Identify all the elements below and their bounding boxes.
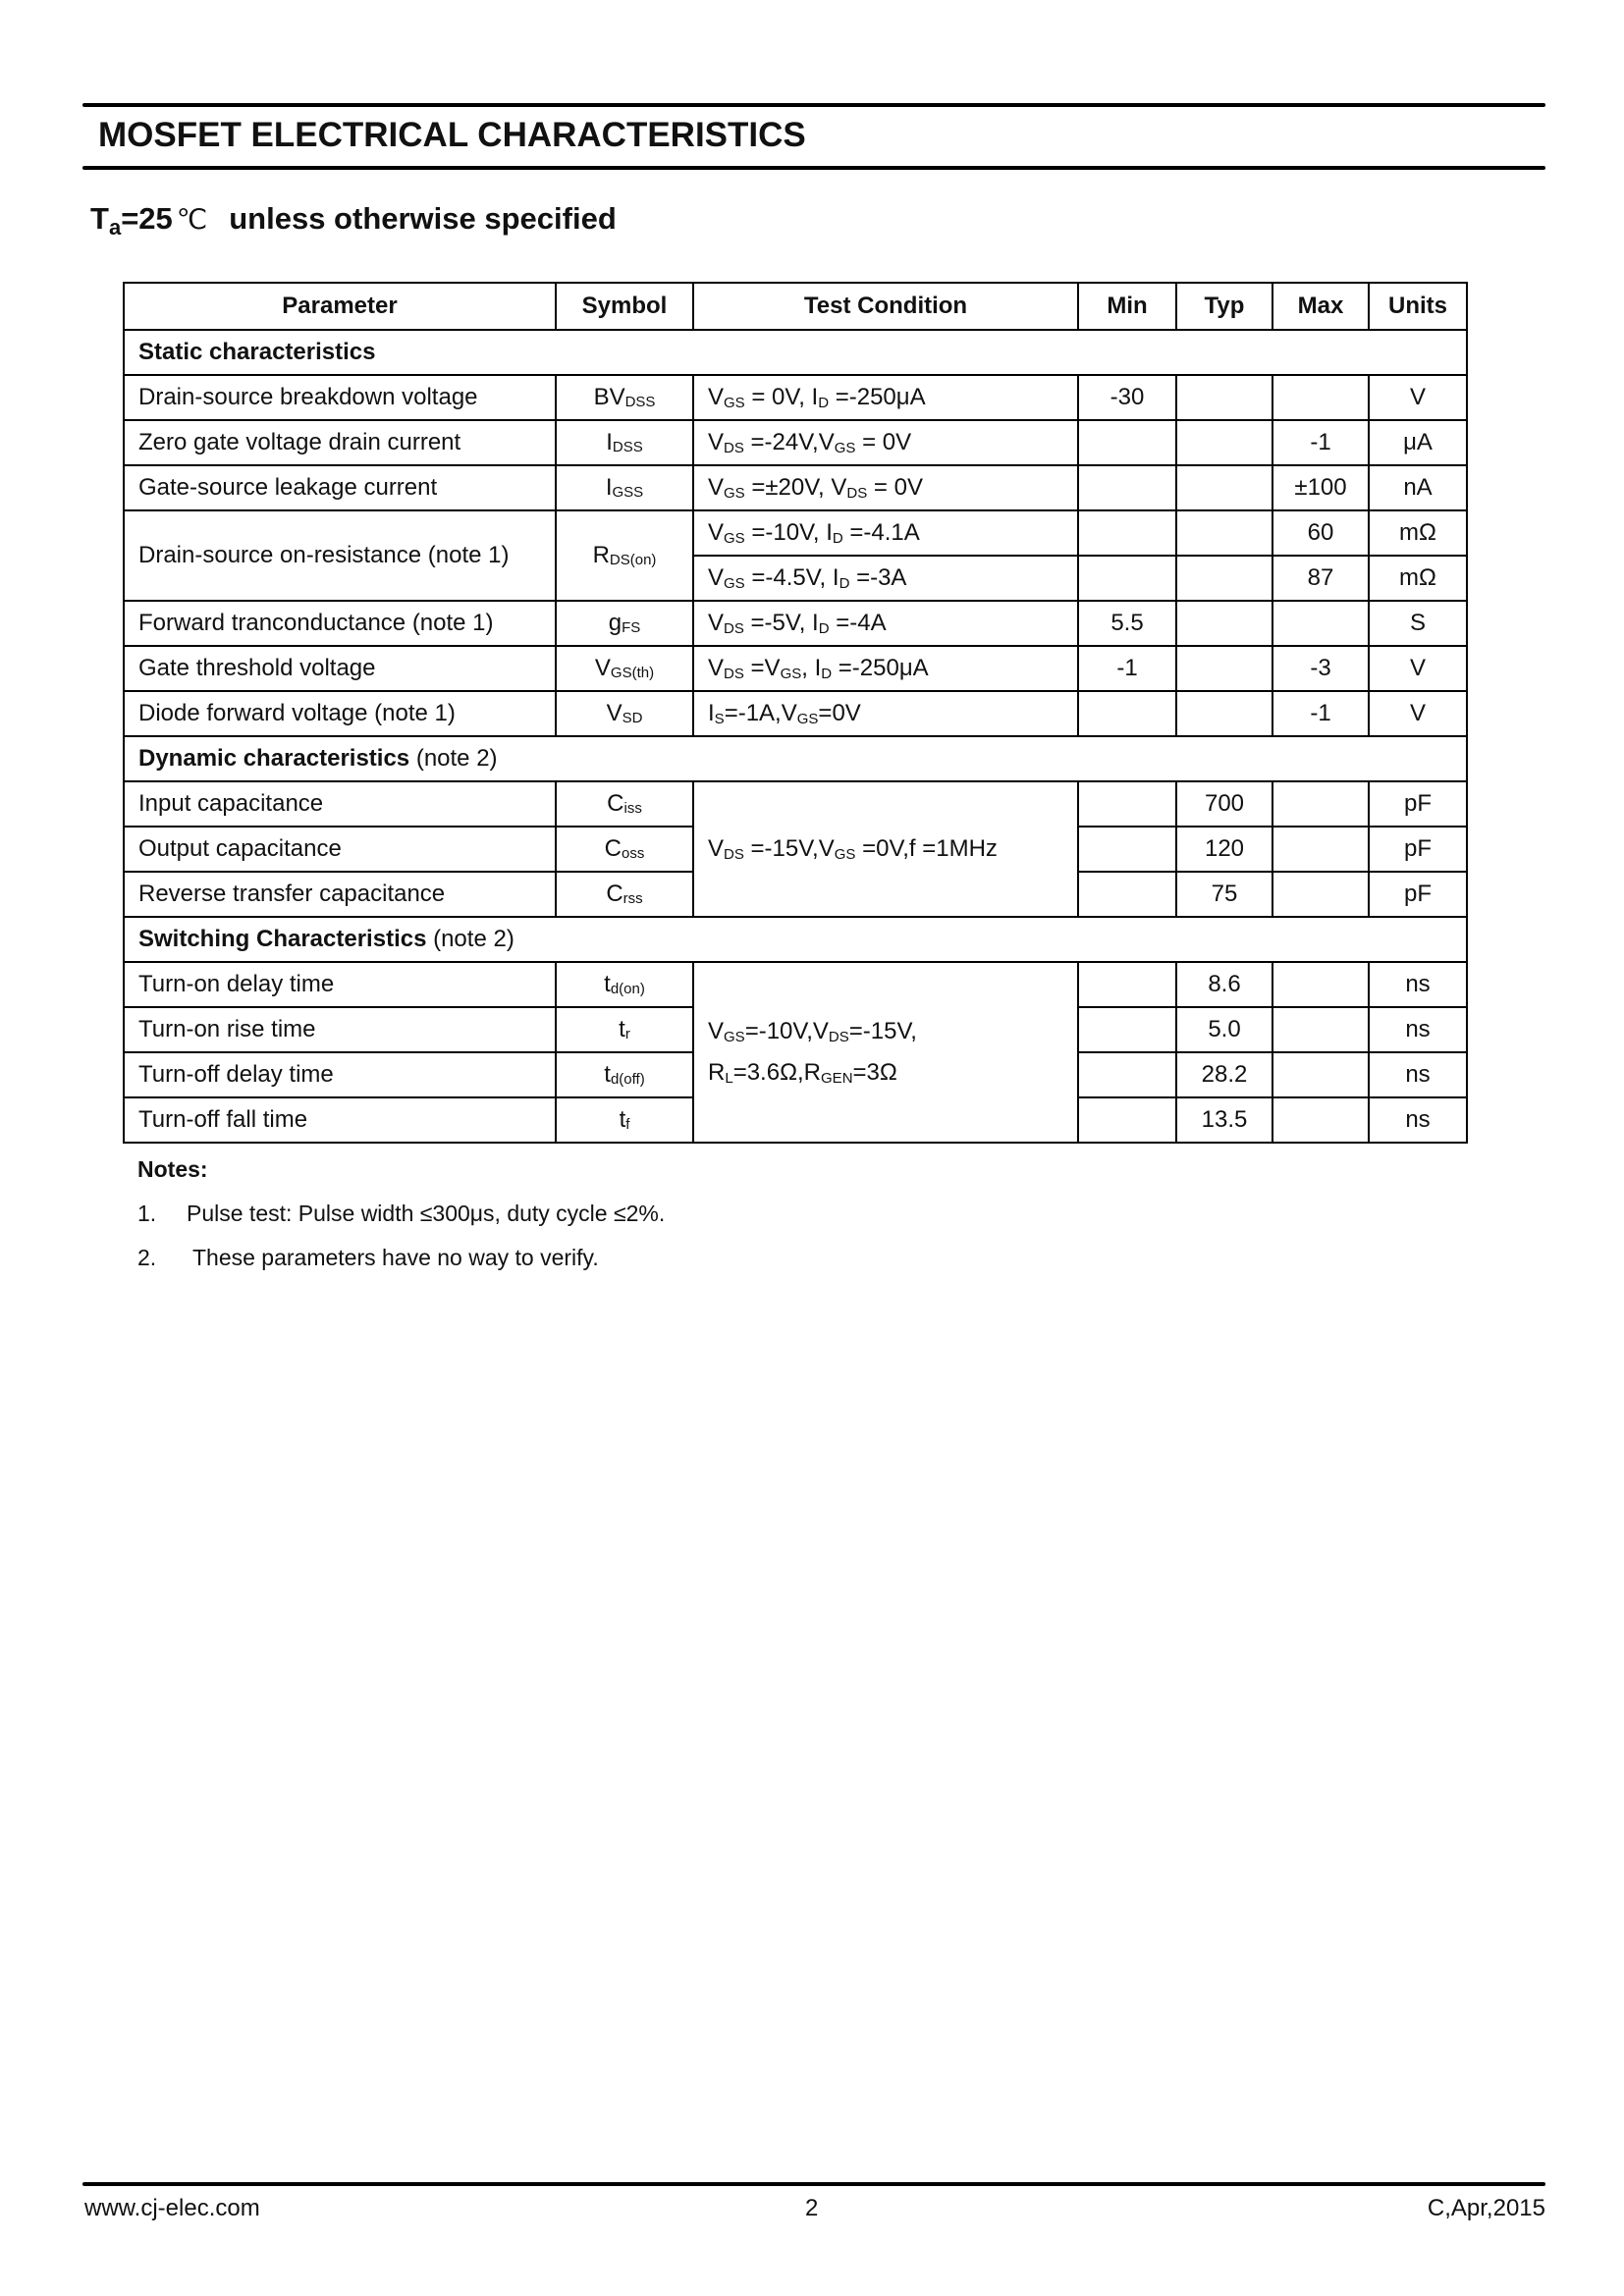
units-cell: V: [1369, 691, 1467, 736]
max-cell: 87: [1272, 556, 1369, 601]
min-cell: [1078, 827, 1176, 872]
typ-cell: 5.0: [1176, 1007, 1272, 1052]
test-condition-cell: $V_{GS} = 0V$, $I_D =-250\mu A$: [693, 375, 1078, 420]
max-cell: 60: [1272, 510, 1369, 556]
symbol-cell: tr: [556, 1007, 693, 1052]
test-condition-cell: $V_{GS} =-4.5V$, $I_D =-3A$: [693, 556, 1078, 601]
parameter-cell: Drain-source breakdown voltage: [124, 375, 556, 420]
col-header-test-condition: Test Condition: [693, 283, 1078, 330]
units-cell: mΩ: [1369, 556, 1467, 601]
temp-symbol: T: [90, 201, 109, 236]
parameter-cell: Turn-on rise time: [124, 1007, 556, 1052]
parameter-cell: Forward tranconductance (note 1): [124, 601, 556, 646]
table-row: [124, 781, 1467, 827]
celsius-unit: ℃: [176, 204, 208, 235]
typ-cell: [1176, 510, 1272, 556]
footer-website: www.cj-elec.com: [84, 2195, 260, 2221]
parameter-cell: Output capacitance: [124, 827, 556, 872]
parameter-cell: Turn-off delay time: [124, 1052, 556, 1097]
section-title-dynamic: Dynamic characteristics (note 2): [124, 736, 1467, 781]
typ-cell: [1176, 465, 1272, 510]
typ-cell: [1176, 691, 1272, 736]
test-conditions-heading: [90, 201, 617, 240]
units-cell: ns: [1369, 1007, 1467, 1052]
top-rule: [82, 103, 1545, 107]
units-cell: ns: [1369, 1097, 1467, 1143]
max-cell: ±100: [1272, 465, 1369, 510]
symbol-cell: RDS(on): [556, 510, 693, 601]
min-cell: [1078, 465, 1176, 510]
typ-cell: [1176, 556, 1272, 601]
max-cell: [1272, 962, 1369, 1007]
test-condition-cell: $V_{DS} =V_{GS}$, $I_D =-250\mu A$: [693, 646, 1078, 691]
parameter-cell: Diode forward voltage (note 1): [124, 691, 556, 736]
note-number: 1.: [137, 1201, 157, 1226]
typ-cell: 75: [1176, 872, 1272, 917]
test-condition-cell: $I_S=-1A,V_{GS}=0V$: [693, 691, 1078, 736]
parameter-cell: Gate-source leakage current: [124, 465, 556, 510]
symbol-cell: Crss: [556, 872, 693, 917]
parameter-cell: Gate threshold voltage: [124, 646, 556, 691]
max-cell: [1272, 1052, 1369, 1097]
typ-cell: [1176, 601, 1272, 646]
col-header-parameter: Parameter: [124, 283, 556, 330]
typ-cell: [1176, 420, 1272, 465]
symbol-cell: VSD: [556, 691, 693, 736]
max-cell: -1: [1272, 420, 1369, 465]
note-item: [137, 1201, 665, 1227]
max-cell: [1272, 1007, 1369, 1052]
min-cell: [1078, 962, 1176, 1007]
test-condition-cell: $V_{DS} =-24V,V_{GS} = 0V$: [693, 420, 1078, 465]
section-title-switching: Switching Characteristics (note 2): [124, 917, 1467, 962]
note-text: Pulse test: Pulse width ≤300μs, duty cycle ≤2%.: [187, 1201, 666, 1226]
min-cell: [1078, 1052, 1176, 1097]
symbol-cell: Coss: [556, 827, 693, 872]
typ-cell: 700: [1176, 781, 1272, 827]
typ-cell: 8.6: [1176, 962, 1272, 1007]
parameter-cell: Turn-on delay time: [124, 962, 556, 1007]
typ-cell: 28.2: [1176, 1052, 1272, 1097]
typ-cell: 120: [1176, 827, 1272, 872]
units-cell: V: [1369, 375, 1467, 420]
note-number: 2.: [137, 1245, 157, 1270]
max-cell: -3: [1272, 646, 1369, 691]
units-cell: ns: [1369, 962, 1467, 1007]
units-cell: nA: [1369, 465, 1467, 510]
parameter-cell: Input capacitance: [124, 781, 556, 827]
units-cell: pF: [1369, 781, 1467, 827]
min-cell: -1: [1078, 646, 1176, 691]
min-cell: 5.5: [1078, 601, 1176, 646]
min-cell: [1078, 420, 1176, 465]
min-cell: [1078, 781, 1176, 827]
col-header-min: Min: [1078, 283, 1176, 330]
footer-page-number: 2: [805, 2195, 819, 2221]
symbol-cell: IDSS: [556, 420, 693, 465]
typ-cell: 13.5: [1176, 1097, 1272, 1143]
notes: [137, 1156, 665, 1289]
table-row: [124, 691, 1467, 736]
max-cell: -1: [1272, 691, 1369, 736]
temp-subscript: a: [108, 215, 122, 240]
symbol-cell: VGS(th): [556, 646, 693, 691]
table-row: [124, 465, 1467, 510]
symbol-cell: td(off): [556, 1052, 693, 1097]
table-row: [124, 646, 1467, 691]
units-cell: pF: [1369, 872, 1467, 917]
max-cell: [1272, 375, 1369, 420]
table-row: [124, 601, 1467, 646]
units-cell: pF: [1369, 827, 1467, 872]
symbol-cell: Ciss: [556, 781, 693, 827]
max-cell: [1272, 781, 1369, 827]
min-cell: [1078, 1007, 1176, 1052]
max-cell: [1272, 827, 1369, 872]
condition-text: unless otherwise specified: [229, 201, 617, 236]
test-condition-cell: $V_{GS} =-10V$, $I_D =-4.1A$: [693, 510, 1078, 556]
page-title: MOSFET ELECTRICAL CHARACTERISTICS: [98, 116, 806, 154]
min-cell: [1078, 1097, 1176, 1143]
min-cell: [1078, 556, 1176, 601]
section-row-static: [124, 330, 1467, 375]
test-condition-cell: $V_{GS}=-10V,V_{DS}=-15V$, $R_L=3.6\Omega,R_{GEN}=3\Omega$: [693, 962, 1078, 1143]
col-header-symbol: Symbol: [556, 283, 693, 330]
title-underline: [82, 166, 1545, 170]
min-cell: [1078, 510, 1176, 556]
notes-heading: Notes:: [137, 1156, 208, 1182]
footer-rule: [82, 2182, 1545, 2186]
symbol-cell: gFS: [556, 601, 693, 646]
test-condition-cell: $V_{DS} =-15V,V_{GS} =0V,f =1MHz$: [693, 781, 1078, 917]
units-cell: ns: [1369, 1052, 1467, 1097]
max-cell: [1272, 1097, 1369, 1143]
parameter-cell: Reverse transfer capacitance: [124, 872, 556, 917]
footer-revision: C,Apr,2015: [1427, 2195, 1545, 2221]
test-condition-cell: $V_{GS} =\pm 20V$, $V_{DS} = 0V$: [693, 465, 1078, 510]
min-cell: -30: [1078, 375, 1176, 420]
table-row: [124, 962, 1467, 1007]
table-row: [124, 510, 1467, 556]
note-item: [137, 1245, 665, 1271]
parameter-cell: Turn-off fall time: [124, 1097, 556, 1143]
symbol-cell: BVDSS: [556, 375, 693, 420]
symbol-cell: tf: [556, 1097, 693, 1143]
typ-cell: [1176, 646, 1272, 691]
table-body: [124, 330, 1467, 1143]
table-row: [124, 420, 1467, 465]
table-row: [124, 375, 1467, 420]
temp-value: =25: [121, 201, 173, 236]
typ-cell: [1176, 375, 1272, 420]
section-row-dynamic: [124, 736, 1467, 781]
max-cell: [1272, 601, 1369, 646]
units-cell: V: [1369, 646, 1467, 691]
col-header-max: Max: [1272, 283, 1369, 330]
min-cell: [1078, 872, 1176, 917]
section-label: Static characteristics: [138, 339, 376, 365]
col-header-typ: Typ: [1176, 283, 1272, 330]
table-header-row: [124, 283, 1467, 330]
section-title-static: [124, 330, 1467, 375]
min-cell: [1078, 691, 1176, 736]
note-text: These parameters have no way to verify.: [187, 1245, 599, 1270]
parameter-cell: Zero gate voltage drain current: [124, 420, 556, 465]
parameter-cell: Drain-source on-resistance (note 1): [124, 510, 556, 601]
symbol-cell: td(on): [556, 962, 693, 1007]
units-cell: mΩ: [1369, 510, 1467, 556]
max-cell: [1272, 872, 1369, 917]
symbol-cell: IGSS: [556, 465, 693, 510]
units-cell: μA: [1369, 420, 1467, 465]
section-row-switching: [124, 917, 1467, 962]
test-condition-cell: $V_{DS} =-5V$, $I_D =-4A$: [693, 601, 1078, 646]
electrical-characteristics-table: [123, 282, 1468, 1144]
col-header-units: Units: [1369, 283, 1467, 330]
units-cell: S: [1369, 601, 1467, 646]
